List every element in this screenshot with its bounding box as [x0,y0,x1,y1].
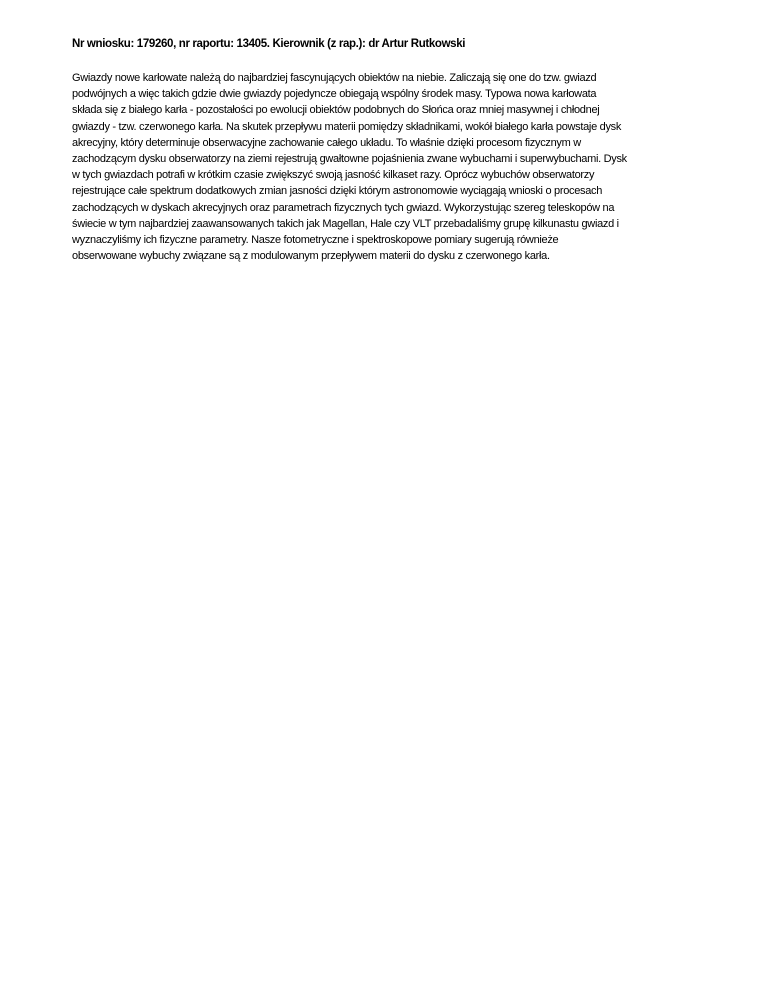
abstract-line: gwiazdy - tzw. czerwonego karła. Na skutek przepływu materii pomiędzy składnikami, wokół białego karła powstaje dysk [72,120,622,133]
abstract-line: Gwiazdy nowe karłowate należą do najbardziej fascynujących obiektów na niebie. Zaliczają się one do tzw. gwiazd [72,72,597,84]
abstract-line: podwójnych a więc takich gdzie dwie gwiazdy pojedyncze obiegają wspólny środek masy. Typowa nowa karłowata [72,88,597,101]
abstract-line: zachodzących w dyskach akrecyjnych oraz parametrach fizycznych tych gwiazd. Wykorzystując szereg teleskopów na [72,201,615,214]
abstract-line: rejestrujące całe spektrum dodatkowych zmian jasności dzięki którym astronomowie wyciągają wnioski o procesach [72,185,603,198]
abstract-line: zachodzącym dysku obserwatorzy na ziemi rejestrują gwałtowne pojaśnienia zwane wybuchami i superwybuchami. Dysk [72,153,627,166]
abstract-line: wyznaczyliśmy ich fizyczne parametry. Nasze fotometryczne i spektroskopowe pomiary sugerują równieże [72,234,559,247]
abstract-line: świecie w tym najbardziej zaawansowanych takich jak Magellan, Hale czy VLT przebadaliśmy grupę kilkunastu gwiazd i [72,217,619,230]
abstract-line: obserwowane wybuchy związane są z modulowanym przepływem materii do dysku z czerwonego karła. [72,250,550,263]
abstract-line: składa się z białego karła - pozostałości po ewolucji obiektów podobnych do Słońca oraz mniej masywnej i chłodnej [72,104,600,117]
abstract-line: akrecyjny, który determinuje obserwacyjne zachowanie całego układu. To właśnie dzięki procesom fizycznym w [72,136,581,149]
abstract-line: w tych gwiazdach potrafi w krótkim czasie zwiększyć swoją jasność kilkaset razy. Oprócz wybuchów obserwatorzy [72,169,595,182]
report-header: Nr wniosku: 179260, nr raportu: 13405. Kierownik (z rap.): dr Artur Rutkowski [72,38,466,50]
report-abstract [72,70,704,264]
